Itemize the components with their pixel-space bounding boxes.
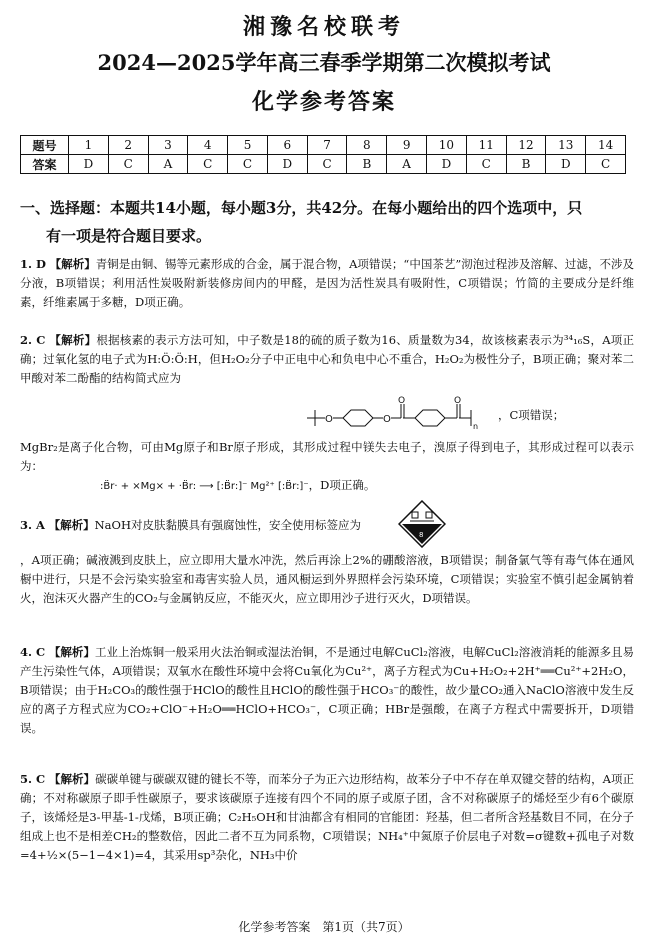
explanation-text: 青铜是由铜、锡等元素形成的合金，属于混合物，A项错误；“中国茶艺”沏泡过程涉及溶解、过滤，不涉及分液，B项错误；利用活性炭吸附新装修房间内的甲醛，是因为活性炭具有吸附性，C项错误；竹简的主要成分是纤维素，纤维素属于多糖，D项正确。	[20, 257, 634, 309]
question-number: 8	[347, 136, 387, 155]
section-heading	[20, 194, 632, 250]
svg-text:O: O	[383, 414, 391, 425]
question-number: 7	[307, 136, 347, 155]
polyester-structure-diagram	[303, 396, 495, 436]
explanation-text: NaOH对皮肤黏膜具有强腐蚀性，安全使用标签应为	[94, 518, 361, 532]
answer-header: 答案	[21, 155, 69, 174]
explanation-text: MgBr₂是离子化合物，可由Mg原子和Br原子形成，其形成过程中镁失去电子，溴原子得到电子，其形成过程可以表示为：	[20, 440, 634, 473]
question-number: 5	[228, 136, 268, 155]
answer-cell: D	[69, 155, 109, 174]
question-number: 11	[466, 136, 506, 155]
explanation-text: ，D项正确。	[308, 478, 376, 492]
answer-key-title: 化学参考答案	[251, 89, 396, 115]
question-number: 3	[148, 136, 188, 155]
page-footer: 化学参考答案 第1页（共7页）	[238, 920, 410, 934]
answer-cell: C	[228, 155, 268, 174]
svg-text:O: O	[325, 414, 333, 425]
question-number: 13	[546, 136, 586, 155]
explanation-2	[20, 331, 634, 388]
answer-cell: D	[427, 155, 467, 174]
answer-table	[20, 135, 626, 174]
analysis-tag: 【解析】	[49, 257, 96, 271]
explanation-text: 碳碳单键与碳碳双键的键长不等，而苯分子为正六边形结构，故苯分子中不存在单双键交替的结构，A项正确；不对称碳原子即手性碳原子，要求该碳原子连接有四个不同的原子或原子团，含不对称碳原子的烯烃至少有6个碳原子，该烯烃是3-甲基-1-戊烯，B项正确；C₂H₅OH和甘油都含有相同的官能团：羟基，但二者所含羟基数目不同，在分子组成上也不是相差CH₂的整数倍，因此二者不互为同系物，C项错误；NH₄⁺中氮原子价层电子对数=σ键数+孤电子对数=4+½×(5−1−4×1)=4，其采用sp³杂化，NH₃中价	[20, 772, 635, 862]
answer-cell: A	[387, 155, 427, 174]
item-number: 1. D	[20, 257, 46, 271]
answer-cell: C	[466, 155, 506, 174]
explanation-text: ，C项错误；	[498, 408, 565, 422]
question-number: 1	[69, 136, 109, 155]
svg-text:8: 8	[419, 531, 424, 539]
electron-formula: :B̈r· + ×Mg× + ·B̈r: ⟶ [:B̈r:]⁻ Mg²⁺ [:B̈r:]⁻	[100, 481, 309, 492]
answer-cell: B	[506, 155, 546, 174]
item-number: 4. C	[20, 645, 46, 659]
question-number: 9	[387, 136, 427, 155]
explanation-3-continued	[20, 551, 634, 608]
corrosive-warning-label-icon	[398, 500, 446, 548]
explanation-5	[20, 770, 634, 865]
explanation-4	[20, 643, 634, 738]
answer-row	[21, 155, 626, 174]
explanation-text: ，A项正确；碱液溅到皮肤上，应立即用大量水冲洗，然后再涂上2%的硼酸溶液，B项错误；制备氯气等有毒气体在通风橱中进行，只是不会污染实验室和毒害实验人员，通风橱运到外界照样会污染环境，C项错误；实验室不慎引起金属钠着火，泡沫灭火器产生的CO₂与金属钠反应，不能灭火，应立即用沙子进行灭火，D项错误。	[20, 553, 634, 605]
analysis-tag: 【解析】	[48, 645, 95, 659]
question-number: 4	[188, 136, 228, 155]
question-number: 12	[506, 136, 546, 155]
answer-cell: C	[108, 155, 148, 174]
question-number-row	[21, 136, 626, 155]
explanation-2-mgbr2	[20, 438, 634, 476]
analysis-tag: 【解析】	[49, 333, 97, 347]
svg-text:O: O	[454, 396, 462, 406]
explanation-text: 工业上治炼铜一般采用火法治铜或湿法治铜，不是通过电解CuCl₂溶液，电解CuCl₂溶液消耗的能源多且易产生污染性气体，A项错误；双氧水在酸性环境中会将Cu氧化为Cu²⁺，离子方程式为Cu+H₂O₂+2H⁺══Cu²⁺+2H₂O，B项错误；由于H₂CO₃的酸性强于HClO的酸性且HClO的酸性强于HCO₃⁻的酸性，故少量CO₂通入NaClO溶液中发生反应的离子方程式应为CO₂+ClO⁻+H₂O══HClO+HCO₃⁻，C项正确；HBr是强酸，在离子方程式中需要拆开，D项错误。	[20, 645, 634, 735]
analysis-tag: 【解析】	[48, 772, 96, 786]
item-number: 5. C	[20, 772, 46, 786]
item-number: 2. C	[20, 333, 46, 347]
question-number: 14	[586, 136, 626, 155]
svg-text:n: n	[473, 422, 479, 431]
section-heading-line: 一、选择题：本题共14小题，每小题3分，共42分。在每小题给出的四个选项中，只	[20, 199, 583, 217]
explanation-text: 根据核素的表示方法可知，中子数是18的硫的质子数为16、质量数为34，故该核素表示为³⁴₁₆S，A项正确；过氧化氢的电子式为H:Ö:Ö:H，但H₂O₂分子中正电中心和负电中心不重合，H₂O₂为极性分子，B项正确；聚对苯二甲酸对苯二酚酯的结构简式应为	[20, 333, 635, 385]
explanation-3	[20, 516, 634, 535]
answer-cell: C	[188, 155, 228, 174]
answer-cell: C	[307, 155, 347, 174]
answer-cell: C	[586, 155, 626, 174]
analysis-tag: 【解析】	[48, 518, 95, 532]
question-number: 6	[267, 136, 307, 155]
svg-text:O: O	[398, 396, 406, 406]
school-union-title: 湘豫名校联考	[242, 14, 405, 40]
answer-cell: B	[347, 155, 387, 174]
question-number: 2	[108, 136, 148, 155]
question-number-header: 题号	[21, 136, 69, 155]
explanation-2-continued	[498, 406, 638, 425]
answer-cell: D	[267, 155, 307, 174]
answer-cell: A	[148, 155, 188, 174]
explanation-1	[20, 255, 634, 312]
mgbr2-formation-process	[100, 476, 640, 496]
item-number: 3. A	[20, 518, 45, 532]
exam-title: 2024—2025学年高三春季学期第二次模拟考试	[97, 50, 551, 75]
answer-cell: D	[546, 155, 586, 174]
question-number: 10	[427, 136, 467, 155]
section-heading-line: 有一项是符合题目要求。	[46, 227, 212, 245]
